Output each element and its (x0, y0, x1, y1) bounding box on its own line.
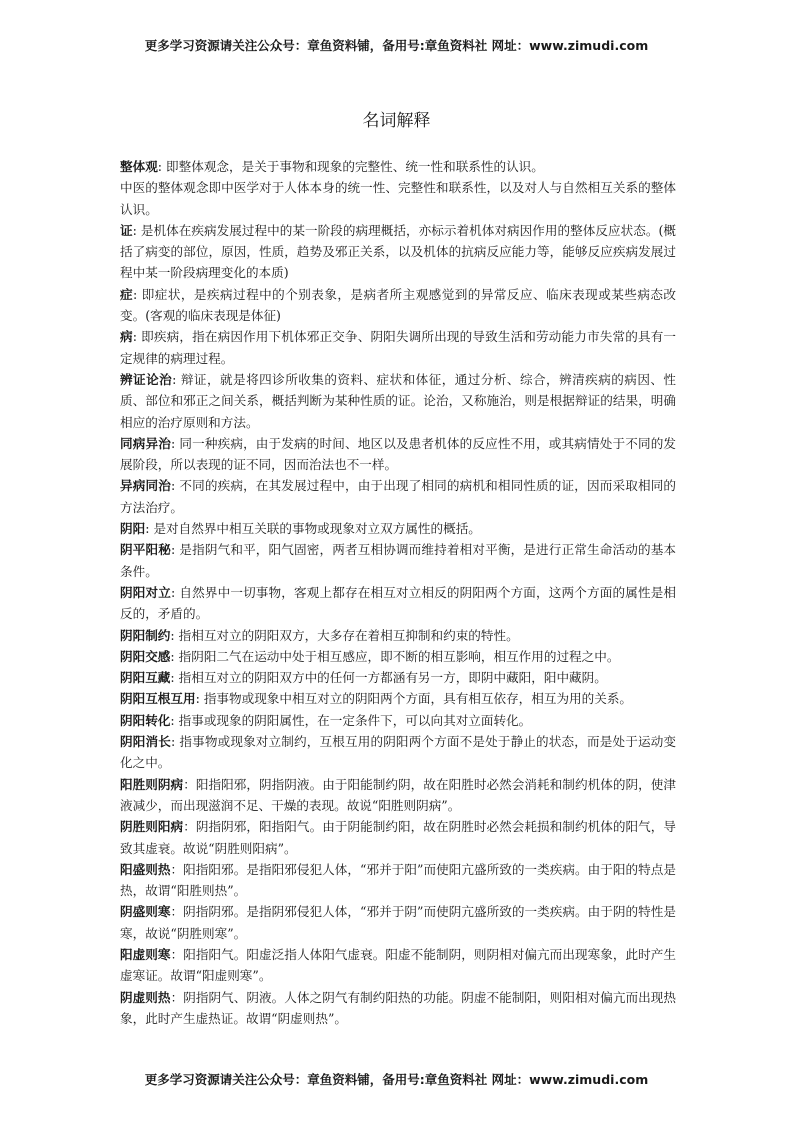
term: 同病异治 (120, 435, 171, 451)
term: 阴胜则阳病 (120, 819, 184, 835)
separator: ： (183, 819, 196, 835)
entry-yin-yang-mutual-containment (120, 667, 676, 688)
entry-yang-excess-heat (120, 859, 676, 902)
entry-yin-yang-restriction (120, 625, 676, 646)
definition: 即整体观念，是关于事物和现象的完整性、统一性和联系性的认识。 (166, 159, 544, 174)
entry-symptom (120, 284, 676, 327)
separator: : (170, 584, 180, 600)
separator: : (170, 648, 179, 664)
entry-different-disease-same-treatment (120, 475, 676, 518)
definition: 阳指阳邪。是指阳邪侵犯人体，“邪并于阳”而使阳亢盛所致的一类疾病。由于阳的特点是热，故谓“阳胜则热”。 (120, 861, 677, 899)
term: 阴盛则寒 (120, 904, 171, 920)
separator: : (170, 712, 179, 728)
separator: : (170, 627, 179, 643)
separator: : (170, 478, 180, 494)
entry-yin-yang-interaction (120, 646, 676, 667)
definition: 是对自然界中相互关联的事物或现象对立双方属性的概括。 (153, 521, 481, 537)
term: 阳盛则热 (120, 861, 171, 877)
entry-yin-yang-interdependence (120, 688, 676, 709)
entry-same-disease-different-treatment (120, 433, 676, 476)
term: 阴虚则热 (120, 989, 171, 1005)
term: 阴阳互藏 (120, 670, 171, 686)
term: 阴阳对立 (120, 584, 171, 600)
definition: 指事物或现象对立制约，互根互用的阴阳两个方面不是处于静止的状态，而是处于运动变化之中。 (120, 734, 677, 771)
separator: : (157, 159, 167, 174)
separator: : (170, 670, 179, 686)
definition: 是指阴气和平，阳气固密，两者互相协调而维持着相对平衡，是进行正常生命活动的基本条件。 (120, 542, 677, 579)
definitions-list (120, 156, 676, 1029)
separator: : (170, 734, 180, 750)
term: 阴阳 (120, 521, 146, 537)
definition: 阳指阳邪，阴指阴液。由于阳能制约阴，故在阳胜时必然会消耗和制约机体的阴，使津液减少，而出现滋润不足、干燥的表现。故说“阳胜则阴病”。 (120, 776, 677, 813)
separator: : (170, 435, 180, 451)
term: 整体观 (120, 159, 158, 174)
definition: 指相互对立的阴阳双方中的任何一方都涵有另一方，即阴中藏阳，阳中藏阴。 (178, 670, 607, 686)
term: 阴阳交感 (120, 648, 171, 664)
entry-disease (120, 326, 676, 369)
entry-yang-excess-yin-disease (120, 774, 676, 817)
separator: ： (170, 904, 184, 920)
definition: 阳指阳气。阳虚泛指人体阳气虚衰。阳虚不能制阴，则阴相对偏亢而出现寒象，此时产生虚寒证。故谓“阳虚则寒”。 (120, 946, 677, 984)
entry-yin-yang-waxing-waning (120, 731, 676, 774)
definition: 辩证，就是将四诊所收集的资料、症状和体征，通过分析、综合，辨清疾病的病因、性质、部位和邪正之间关系，概括判断为某种性质的证。论治，又称施治，则是根据辩证的结果，明确相应的治疗原则和方法。 (120, 371, 677, 430)
term: 异病同治 (120, 478, 171, 494)
term: 阴阳制约 (120, 627, 171, 643)
definition: 同一种疾病，由于发病的时间、地区以及患者机体的反应性不用，或其病情处于不同的发展阶段，所以表现的证不同，因而治法也不一样。 (120, 435, 677, 473)
entry-yin-yang (120, 518, 676, 539)
definition: 即疾病，指在病因作用下机体邪正交争、阴阳失调所出现的导致生活和劳动能力市失常的具有一定规律的病理过程。 (120, 329, 677, 366)
separator: : (132, 329, 142, 345)
entry-syndrome-differentiation (120, 369, 676, 433)
footer-banner: 更多学习资源请关注公众号：章鱼资料铺，备用号:章鱼资料社 网址：www.zimudi.com (144, 1072, 649, 1087)
page-title: 名词解释 (362, 111, 431, 131)
entry-holism (120, 156, 676, 177)
definition: 即症状，是疾病过程中的个别表象，是病者所主观感觉到的异常反应、临床表现或某些病态改变。(客观的临床表现是体征) (120, 286, 677, 324)
separator: : (133, 286, 142, 302)
separator: : (170, 542, 180, 558)
definition: 指相互对立的阴阳双方，大多存在着相互抑制和约束的特性。 (178, 627, 519, 643)
definition: 是机体在疾病发展过程中的某一阶段的病理概括，亦标示着机体对病因作用的整体反应状态。(概括了病变的部位，原因，性质，趋势及邪正关系，以及机体的抗病反应能力等，能够反应疾病发展过程中某一阶段病理变化的本质) (120, 222, 676, 281)
definition: 指阴阳二气在运动中处于相互感应，即不断的相互影响，相互作用的过程之中。 (178, 648, 620, 664)
term: 证 (120, 222, 133, 238)
separator: ： (170, 861, 184, 877)
term: 阳虚则寒 (120, 946, 171, 962)
separator: : (145, 521, 154, 537)
entry-yang-deficiency-cold (120, 944, 676, 987)
separator: : (195, 691, 204, 707)
term: 阴阳消长 (120, 734, 171, 750)
separator: : (172, 371, 181, 387)
definition: 不同的疾病，在其发展过程中，由于出现了相同的病机和相同性质的证，因而采取相同的方法治疗。 (120, 478, 677, 515)
term: 辨证论治 (120, 371, 173, 387)
definition: 阴指阴邪。是指阴邪侵犯人体，“邪并于阴”而使阴亢盛所致的一类疾病。由于阴的特性是寒，故说“阴胜则寒”。 (120, 904, 677, 941)
definition: 自然界中一切事物，客观上都存在相互对立相反的阴阳两个方面，这两个方面的属性是相反的，矛盾的。 (120, 584, 677, 622)
entry-yin-excess-cold (120, 901, 676, 944)
term: 阴平阳秘 (120, 542, 171, 558)
entry-syndrome (120, 220, 676, 284)
definition: 指事物或现象中相互对立的阴阳两个方面，具有相互依存，相互为用的关系。 (203, 691, 632, 707)
separator: ： (170, 989, 184, 1005)
term: 症 (120, 286, 134, 302)
definition: 阴指阴气、阴液。人体之阴气有制约阳热的功能。阴虚不能制阳，则阳相对偏亢而出现热象，此时产生虚热证。故谓“阴虚则热”。 (120, 989, 677, 1026)
definition: 指事或现象的阴阳属性，在一定条件下，可以向其对立面转化。 (178, 712, 532, 728)
entry-yin-excess-yang-disease (120, 816, 676, 859)
entry-yin-deficiency-heat (120, 987, 676, 1030)
separator: ： (183, 776, 196, 792)
entry-yin-yang-transformation (120, 710, 676, 731)
term: 病 (120, 329, 133, 345)
header-banner: 更多学习资源请关注公众号：章鱼资料铺，备用号:章鱼资料社 网址：www.zimudi.com (144, 38, 649, 53)
entry-yin-yang-balance (120, 539, 676, 582)
term: 阳胜则阴病 (120, 776, 184, 792)
separator: : (132, 222, 141, 238)
definition: 阴指阴邪，阳指阳气。由于阴能制约阳，故在阴胜时必然会耗损和制约机体的阳气，导致其虚衰。故说“阴胜则阳病”。 (120, 819, 677, 856)
term: 阴阳转化 (120, 712, 171, 728)
definition: 中医的整体观念即中医学对于人体本身的统一性、完整性和联系性，以及对人与自然相互关系的整体认识。 (120, 180, 676, 217)
term: 阴阳互根互用 (120, 691, 196, 707)
separator: ： (170, 946, 184, 962)
entry-holism-continued (120, 177, 676, 220)
entry-yin-yang-opposition (120, 582, 676, 625)
